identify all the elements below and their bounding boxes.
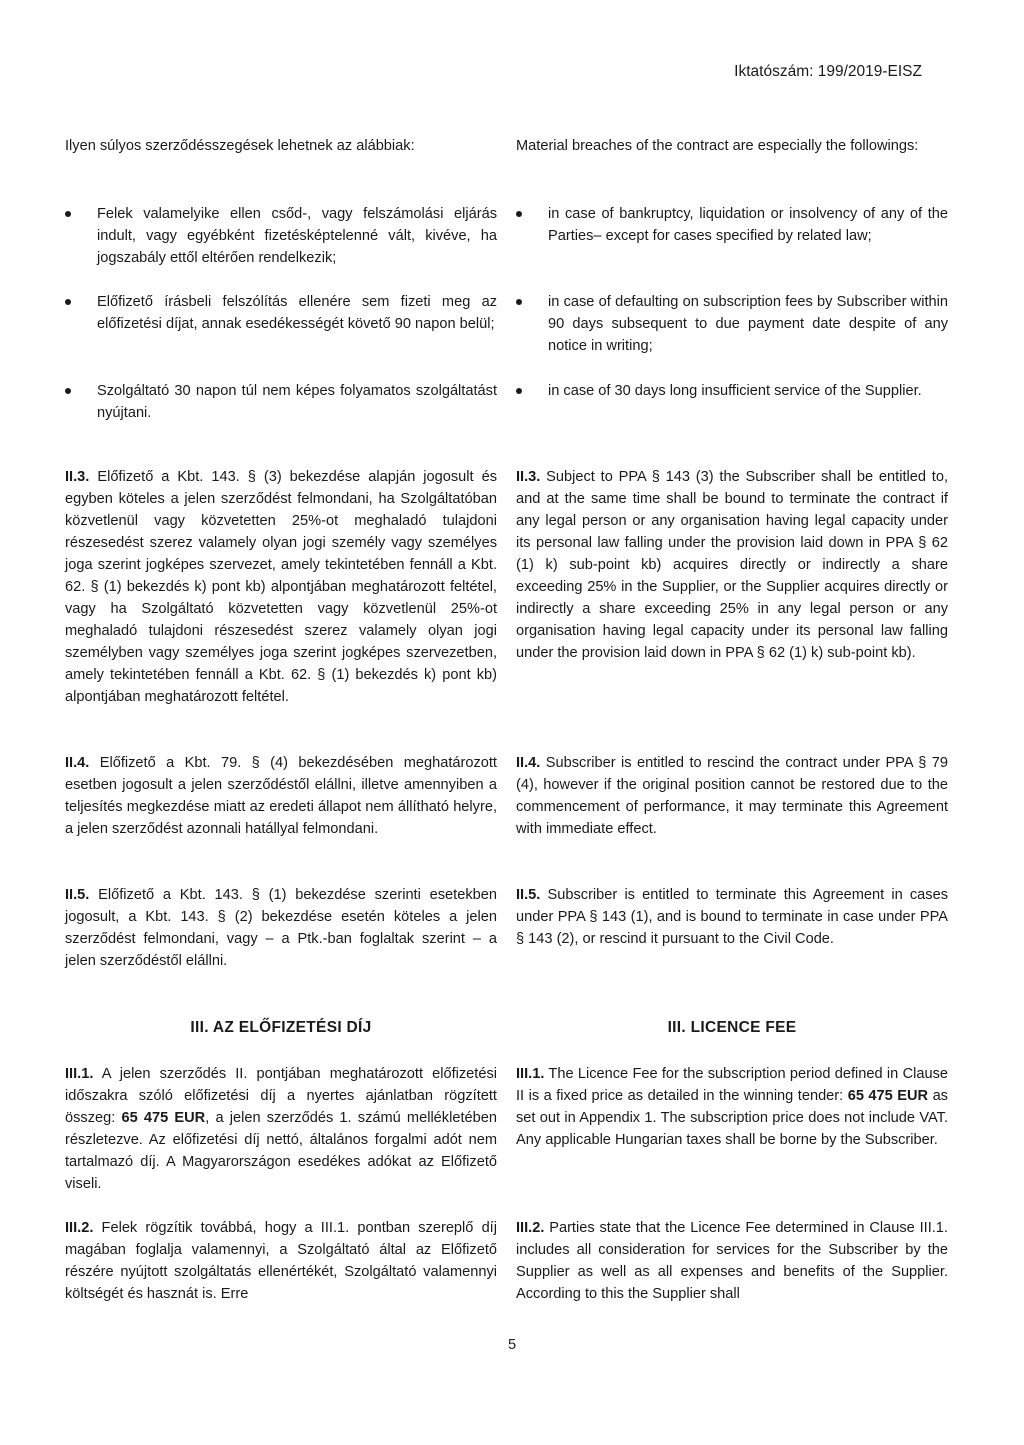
clause-iii-1-hu (65, 1063, 497, 1195)
list-item-text: in case of 30 days long insufficient service of the Supplier. (548, 383, 922, 399)
list-item-text: in case of defaulting on subscription fees by Subscriber within 90 days subsequent to due payment date despite of any notice in writing; (548, 294, 948, 354)
clause-ii-5-en (516, 884, 948, 950)
clause-text: Subscriber is entitled to terminate this Agreement in cases under PPA § 143 (1), and is bound to terminate in case under PPA § 143 (2), or rescind it pursuant to the Civil Code. (516, 887, 948, 947)
section-title-hu: III. AZ ELŐFIZETÉSI DÍJ (190, 1019, 372, 1036)
clause-text: , a jelen szerződés 1. számú mellékletében részletezve. Az előfizetési díj nettó, általános forgalmi adót nem tartalmazó díj. A Magyarországon esedékes adókat az Előfizető viseli. (65, 1110, 497, 1192)
fee-amount: 65 475 EUR (121, 1110, 206, 1126)
reference-number: Iktatószám: 199/2019-EISZ (734, 63, 922, 80)
clause-text: Előfizető a Kbt. 79. § (4) bekezdésében meghatározott esetben jogosult a jelen szerződéstől elállni, illetve amennyiben a teljesítés megkezdése miatt az eredeti állapot nem állítható helyre, a jelen szerződést azonnali hatállyal felmondani. (65, 755, 497, 837)
list-item-text: Szolgáltató 30 napon túl nem képes folyamatos szolgáltatást nyújtani. (97, 383, 497, 421)
clause-ii-3-en (516, 466, 948, 664)
list-item (65, 291, 497, 335)
section-title-en: III. LICENCE FEE (667, 1019, 797, 1036)
fee-amount: 65 475 EUR (847, 1088, 929, 1104)
clause-text: Előfizető a Kbt. 143. § (3) bekezdése alapján jogosult és egyben köteles a jelen szerződést felmondani, ha Szolgáltatóban közvetlenül vagy közvetetten 25%-ot meghaladó tulajdoni részesedést szerez valamely olyan jogi személy vagy személyes joga szerint jogképes szervezet, amely tekintetében fennáll a Kbt. 62. § (1) bekezdés k) pont kb) alpontjában meghatározott feltétel, vagy ha Szolgáltató közvetetten vagy közvetlenül 25%-ot meghaladó tulajdoni részesedést szerez valamely olyan jogi személyben vagy személyes joga szerint jogképes szervezetben, amely tekintetében fennáll a Kbt. 62. § (1) bekezdés k) pont kb) alpontjában meghatározott feltétel. (65, 469, 497, 705)
clause-text: Subject to PPA § 143 (3) the Subscriber shall be entitled to, and at the same time shall be bound to terminate the contract if any legal person or any organisation having legal capacity under its personal law falling under the provision laid down in PPA § 62 (1) k) sub-point kb) acquires directly or indirectly a share exceeding 25% in the Supplier, or the Supplier acquires directly or indirectly a share exceeding 25% in any legal person or any organisation having legal capacity under its personal law falling under the provision laid down in PPA § 62 (1) k) sub-point kb). (516, 469, 948, 661)
clause-number: III.1. (65, 1066, 94, 1082)
clause-ii-4-en (516, 752, 948, 840)
list-item (516, 380, 948, 402)
clause-text: Parties state that the Licence Fee determined in Clause III.1. includes all consideration for services for the Subscriber by the Supplier as well as all expenses and benefits of the Supplier. According to this the Supplier shall (516, 1220, 948, 1302)
breaches-intro-hu: Ilyen súlyos szerződésszegések lehetnek az alábbiak: (65, 138, 415, 154)
clause-text: as set out in Appendix 1. The subscription price does not include VAT. Any applicable Hungarian taxes shall be borne by the Subscriber. (516, 1088, 948, 1148)
bullet-icon (516, 388, 522, 394)
english-column (516, 0, 948, 1320)
clause-iii-2-en (516, 1217, 948, 1305)
clause-text: A jelen szerződés II. pontjában meghatározott előfizetési időszakra szóló előfizetési díj a nyertes ajánlatban rögzített összeg: (65, 1066, 497, 1126)
clause-number: II.4. (516, 755, 541, 771)
clause-number: III.2. (516, 1220, 545, 1236)
list-item (516, 203, 948, 247)
bullet-icon (65, 211, 71, 217)
clause-number: II.5. (65, 887, 90, 903)
breaches-intro-en: Material breaches of the contract are especially the followings: (516, 138, 919, 154)
list-item-text: Felek valamelyike ellen csőd-, vagy felszámolási eljárás indult, vagy egyébként fizetésképtelenné vált, kivéve, ha jogszabály ettől eltérően rendelkezik; (97, 206, 497, 266)
clause-number: II.4. (65, 755, 90, 771)
list-item-text: Előfizető írásbeli felszólítás ellenére sem fizeti meg az előfizetési díjat, annak esedékességét követő 90 napon belül; (97, 294, 497, 332)
clause-number: III.1. (516, 1066, 545, 1082)
clause-text: Előfizető a Kbt. 143. § (1) bekezdése szerinti esetekben jogosult, a Kbt. 143. § (2) bekezdése esetén köteles a jelen szerződést felmondani, vagy – a Ptk.-ban foglaltak szerint – a jelen szerződéstől elállni. (65, 887, 497, 969)
page-number: 5 (507, 1337, 517, 1353)
clause-iii-2-hu (65, 1217, 497, 1305)
bullet-icon (65, 299, 71, 305)
clause-number: II.3. (516, 469, 541, 485)
clause-ii-5-hu (65, 884, 497, 972)
clause-text: Felek rögzítik továbbá, hogy a III.1. pontban szereplő díj magában foglalja valamennyi, a Szolgáltató által az Előfizető részére nyújtott szolgáltatás ellenértékét, Szolgáltató valamennyi költségét és hasznát is. Erre (65, 1220, 497, 1302)
list-item (65, 380, 497, 424)
clause-iii-1-en (516, 1063, 948, 1151)
list-item (65, 203, 497, 269)
bullet-icon (516, 211, 522, 217)
hungarian-column (65, 0, 497, 1320)
bullet-icon (516, 299, 522, 305)
clause-ii-3-hu (65, 466, 497, 708)
clause-ii-4-hu (65, 752, 497, 840)
bullet-icon (65, 388, 71, 394)
clause-text: The Licence Fee for the subscription period defined in Clause II is a fixed price as detailed in the winning tender: (516, 1066, 948, 1104)
clause-number: II.5. (516, 887, 541, 903)
clause-text: Subscriber is entitled to rescind the contract under PPA § 79 (4), however if the original position cannot be restored due to the commencement of performance, it may terminate this Agreement with immediate effect. (516, 755, 948, 837)
list-item (516, 291, 948, 357)
clause-number: II.3. (65, 469, 90, 485)
clause-number: III.2. (65, 1220, 94, 1236)
list-item-text: in case of bankruptcy, liquidation or insolvency of any of the Parties– except for cases specified by related law; (548, 206, 948, 244)
